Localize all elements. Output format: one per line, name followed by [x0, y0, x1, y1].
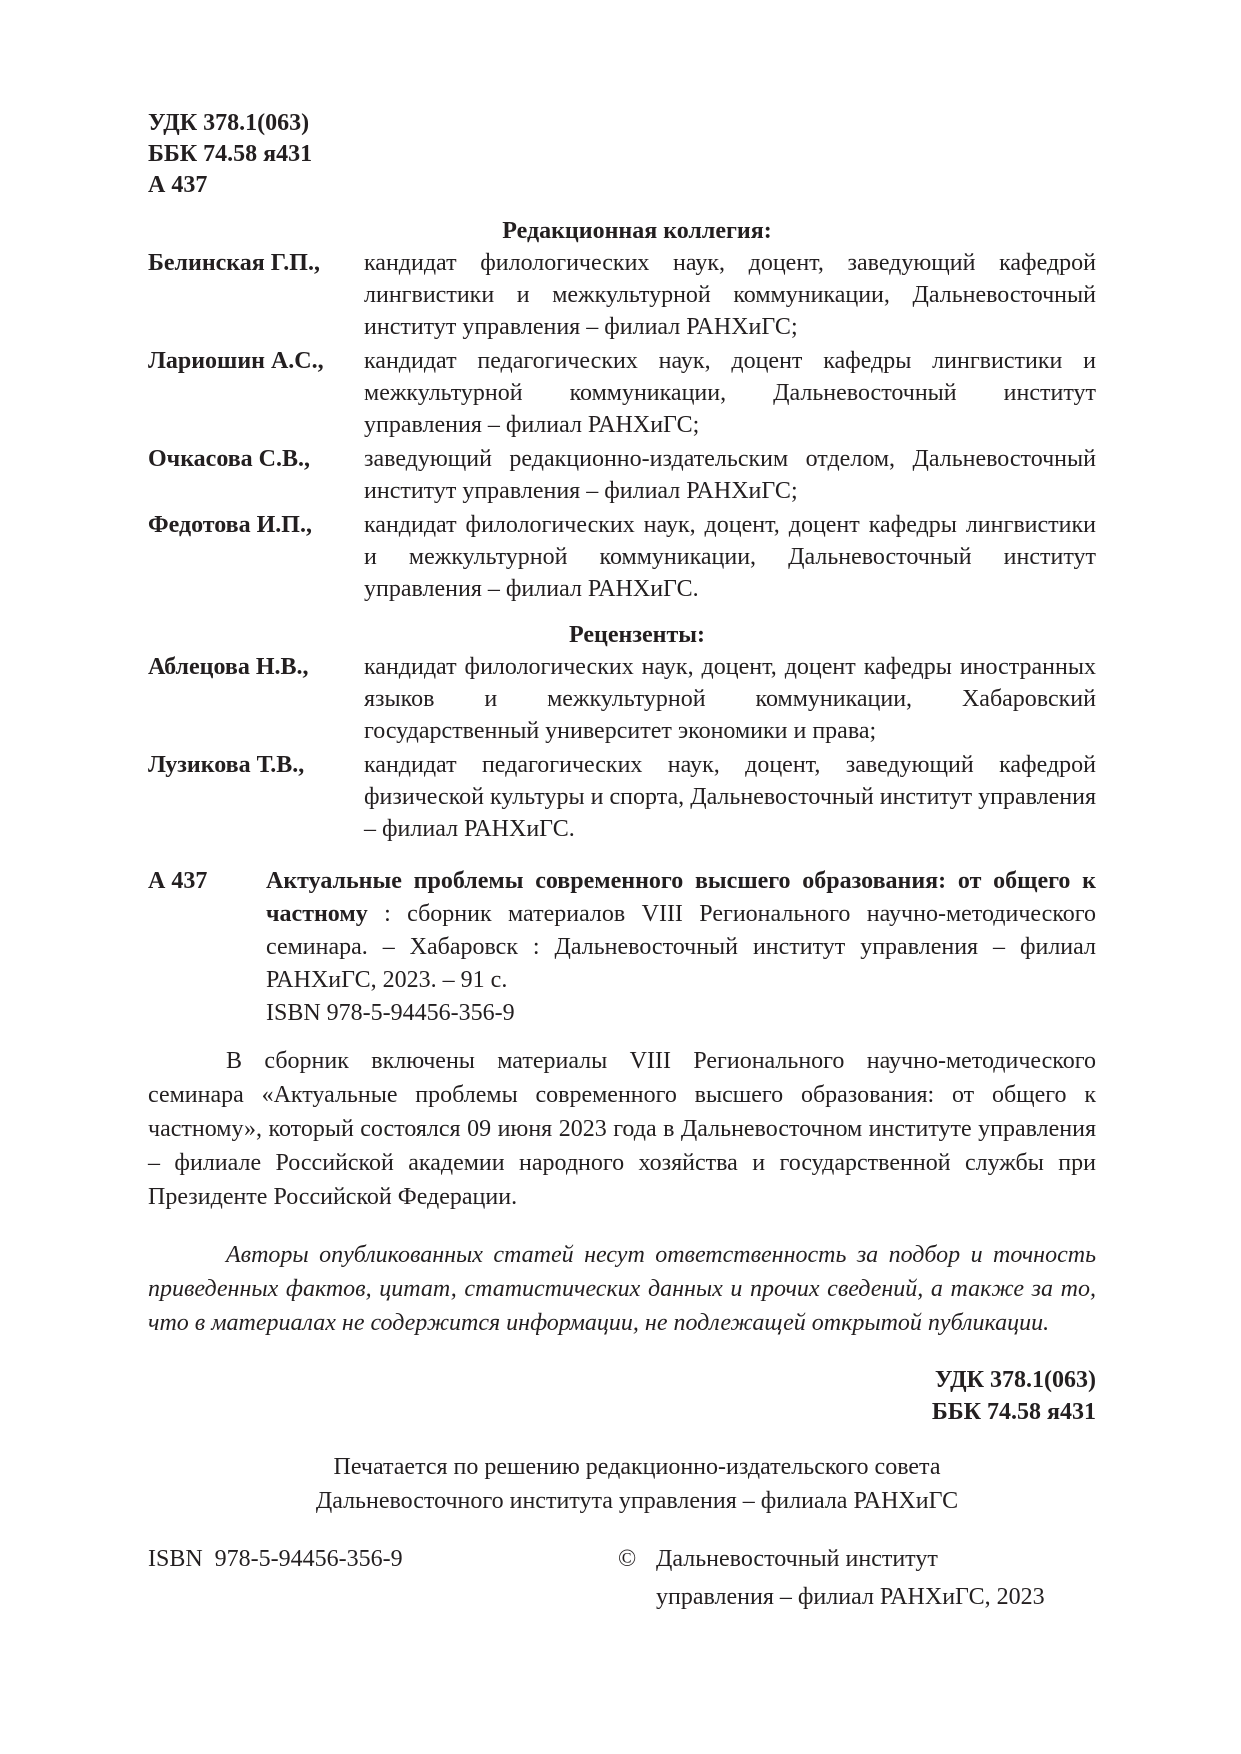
member-description: кандидат педагогических наук, доцент кафедры лингвистики и межкультурной коммуникации, Дальневосточный институт управления – филиал РАНХиГС; [364, 348, 1096, 438]
reviewers-list [148, 651, 1096, 845]
reviewer-description: кандидат педагогических наук, доцент, заведующий кафедрой физической культуры и спорта, Дальневосточный институт управления – филиал РАНХиГС. [364, 752, 1096, 842]
author-mark: А 437 [148, 172, 208, 198]
copyright-holder [656, 1540, 1045, 1616]
member-description: заведующий редакционно-издательским отделом, Дальневосточный институт управления – филиал РАНХиГС; [364, 446, 1096, 504]
member-description: кандидат филологических наук, доцент, заведующий кафедрой лингвистики и межкультурной коммуникации, Дальневосточный институт управления – филиал РАНХиГС; [364, 250, 1096, 340]
copyright-icon: © [618, 1546, 637, 1572]
responsibility-disclaimer: Авторы опубликованных статей несут ответственность за подбор и точность приведенных фактов, цитат, статистических данных и прочих сведений, а также за то, что в материалах не содержится информации, не подлежащей открытой публикации. [148, 1242, 1096, 1336]
imprint-footer [148, 1540, 1096, 1616]
bibliographic-record [148, 865, 1096, 1030]
udk-code-bottom: УДК 378.1(063) [934, 1367, 1096, 1393]
classification-codes-bottom [148, 1364, 1096, 1428]
biblio-title: Актуальные проблемы современного высшего образования: от общего к частному [266, 868, 1096, 927]
editorial-member [148, 345, 1096, 441]
copyright-line-2: управления – филиал РАНХиГС, 2023 [656, 1584, 1045, 1610]
copyright-line-1: Дальневосточный институт [656, 1546, 938, 1572]
reviewer-description: кандидат филологических наук, доцент, доцент кафедры иностранных языков и межкультурной коммуникации, Хабаровский государственный университет экономики и права; [364, 654, 1096, 744]
editorial-member [148, 443, 1096, 507]
copyright-notice [618, 1540, 1096, 1616]
reviewer [148, 749, 1096, 845]
print-note-line-2: Дальневосточного института управления – филиала РАНХиГС [315, 1488, 959, 1514]
member-description: кандидат филологических наук, доцент, доцент кафедры лингвистики и межкультурной коммуникации, Дальневосточный институт управления – филиал РАНХиГС. [364, 512, 1096, 602]
document-page [148, 108, 1096, 1616]
classification-codes [148, 108, 1096, 201]
member-name: Федотова И.П., [148, 512, 312, 538]
biblio-code: А 437 [148, 868, 208, 894]
print-note-line-1: Печатается по решению редакционно-издательского совета [333, 1454, 941, 1480]
reviewer-name: Аблецова Н.В., [148, 654, 309, 680]
print-authorization [148, 1450, 1096, 1518]
editorial-board-title: Редакционная коллегия: [502, 218, 772, 244]
biblio-details: : сборник материалов VIII Регионального научно-методического семинара. – Хабаровск : Дальневосточный институт управления – филиал РАНХиГС, 2023. – 91 с. [266, 901, 1096, 993]
reviewer [148, 651, 1096, 747]
collection-description: В сборник включены материалы VIII Регионального научно-методического семинара «Актуальные проблемы современного высшего образования: от общего к частному», который состоялся 09 июня 2023 года в Дальневосточном институте управления – филиале Российской академии народного хозяйства и государственной службы при Президенте Российской Федерации. [148, 1048, 1096, 1210]
biblio-body [266, 865, 1096, 1030]
bbk-code: ББК 74.58 я431 [148, 141, 313, 167]
member-name: Очкасова С.В., [148, 446, 311, 472]
footer-isbn: ISBN 978-5-94456-356-9 [148, 1546, 403, 1572]
reviewer-name: Лузикова Т.В., [148, 752, 305, 778]
bbk-code-bottom: ББК 74.58 я431 [931, 1399, 1096, 1425]
editorial-member [148, 247, 1096, 343]
member-name: Белинская Г.П., [148, 250, 320, 276]
udk-code: УДК 378.1(063) [148, 110, 310, 136]
editorial-member [148, 509, 1096, 605]
biblio-isbn: ISBN 978-5-94456-356-9 [266, 1000, 515, 1026]
editorial-board-list [148, 247, 1096, 605]
member-name: Лариошин А.С., [148, 348, 324, 374]
reviewers-title: Рецензенты: [569, 622, 705, 648]
